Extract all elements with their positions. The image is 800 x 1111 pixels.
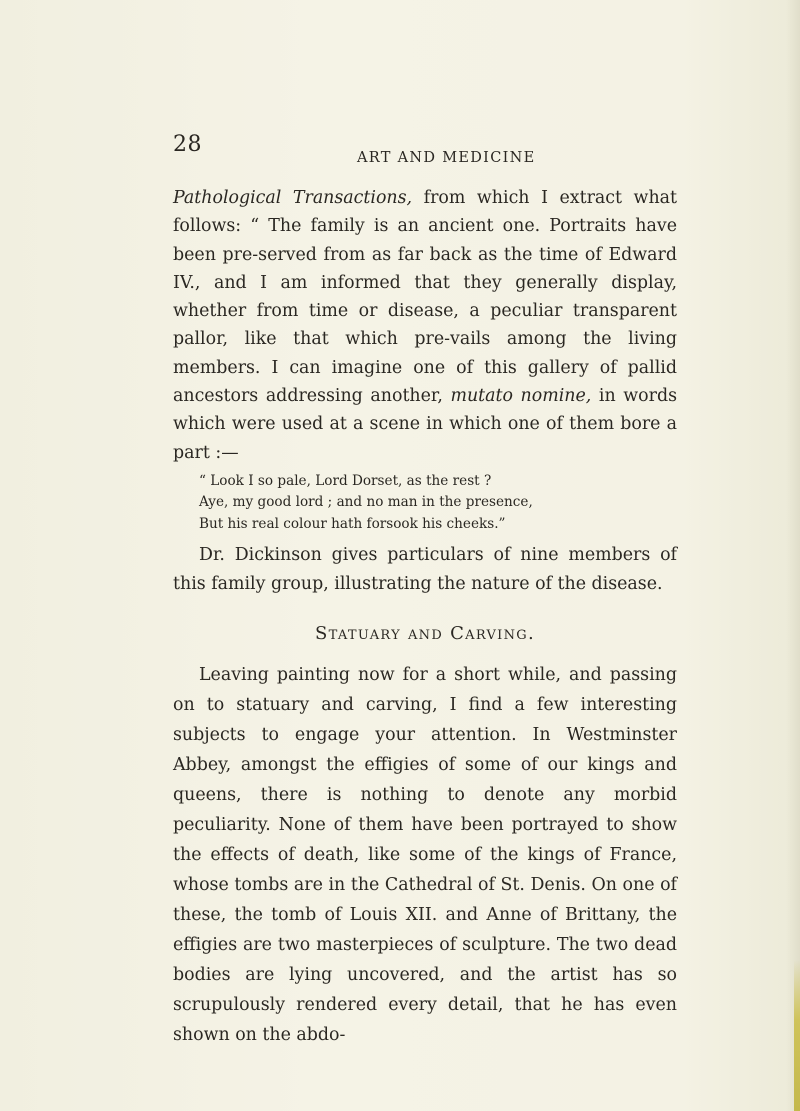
page-edge-stain bbox=[794, 960, 800, 1111]
page-number: 28 bbox=[173, 132, 202, 157]
verse-quotation bbox=[199, 471, 677, 536]
running-head: ART AND MEDICINE bbox=[357, 150, 536, 166]
italic-latin-phrase: mutato nomine, bbox=[450, 386, 592, 407]
verse-line: Aye, my good lord ; and no man in the presence, bbox=[199, 494, 533, 511]
section-heading-text: Statuary and Carving. bbox=[315, 623, 535, 645]
italic-title: Pathological Transactions, bbox=[173, 188, 413, 208]
body-text bbox=[173, 184, 677, 1050]
section-heading bbox=[173, 620, 677, 648]
paragraph-statuary: Leaving painting now for a short while, and passing on to statuary and carving, I find a few interesting subjects to engage your attention. In Westminster Abbey, amongst the effigies of some of our kings and queens, there is nothing to denote any morbid peculiarity. None of them have been portrayed to show the effects of death, like some of the kings of France, whose tombs are in the Cathedral of St. Denis. On one of these, the tomb of Louis XII. and Anne of Brittany, the effigies are two masterpieces of sculpture. The two dead bodies are lying uncovered, and the artist has so scrupulously rendered every detail, that he has even shown on the abdo- bbox=[173, 665, 677, 1046]
verse-line: “ Look I so pale, Lord Dorset, as the rest ? bbox=[199, 472, 492, 489]
paragraph-intro-text-b: in words which were used at a scene in which one of them bore a part :— bbox=[173, 386, 677, 463]
paragraph-intro bbox=[173, 184, 677, 467]
verse-line: But his real colour hath forsook his cheeks.” bbox=[199, 515, 506, 532]
paragraph-intro-text-a: from which I extract what follows: “ The family is an ancient one. Portraits have been pre-served from as far back as the time of Edward IV., and I am informed that they generally display, whether from time or disease, a peculiar transparent pallor, like that which pre-vails among the living members. I can imagine one of this gallery of pallid ancestors addressing another, bbox=[173, 188, 677, 407]
paragraph-dickinson: Dr. Dickinson gives particulars of nine members of this family group, illustrating the nature of the disease. bbox=[173, 545, 677, 594]
page-edge-shadow bbox=[786, 0, 800, 1111]
